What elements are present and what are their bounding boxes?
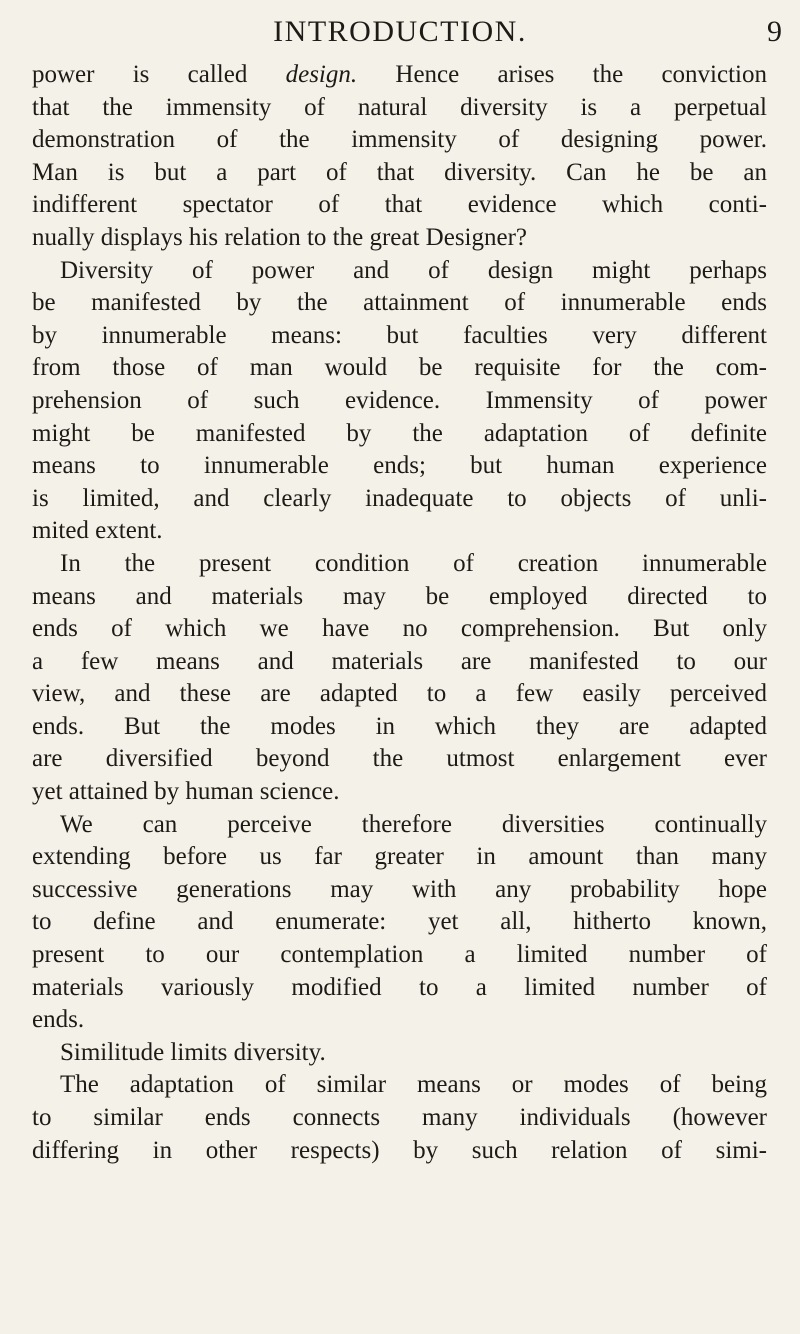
text-segment: power is called — [32, 61, 286, 88]
text-line: might be manifested by the adaptation of definite — [32, 419, 767, 447]
paragraph-first-line: In the present condition of creation innumerable — [60, 549, 767, 577]
text-line: ends. But the modes in which they are adapted — [32, 712, 767, 740]
text-line: are diversified beyond the utmost enlargement ever — [32, 745, 767, 773]
text-line: to define and enumerate: yet all, hitherto known, — [32, 908, 767, 936]
text-line: nually displays his relation to the great Designer? — [32, 223, 528, 251]
text-line: indifferent spectator of that evidence which conti- — [32, 191, 767, 219]
text-line: yet attained by human science. — [32, 778, 340, 806]
text-line: prehension of such evidence. Immensity of power — [32, 386, 767, 414]
text-line: to similar ends connects many individuals (however — [32, 1104, 767, 1131]
text-line: successive generations may with any probability hope — [32, 875, 767, 903]
page-number: 9 — [767, 15, 782, 48]
running-title: INTRODUCTION. — [273, 15, 527, 48]
text-line: mited extent. — [32, 517, 163, 545]
text-line: is limited, and clearly inadequate to objects of unli- — [32, 484, 767, 512]
text-line: present to our contemplation a limited number of — [32, 941, 767, 969]
text-line: view, and these are adapted to a few easily perceived — [32, 680, 767, 708]
italic-term: design. — [285, 61, 358, 88]
text-line: extending before us far greater in amount than many — [32, 843, 767, 871]
text-line: demonstration of the immensity of designing power. — [32, 126, 767, 154]
page-header — [0, 12, 800, 52]
text-line: be manifested by the attainment of innumerable ends — [32, 289, 767, 317]
text-line: differing in other respects) by such relation of simi- — [32, 1136, 767, 1164]
body-text — [32, 59, 767, 1167]
text-line: means and materials may be employed directed to — [32, 582, 767, 610]
text-line: by innumerable means: but faculties very different — [32, 321, 767, 349]
text-line — [32, 59, 767, 92]
text-line: ends. — [32, 1006, 85, 1034]
text-segment: Hence arises the conviction — [357, 61, 767, 88]
text-line: from those of man would be requisite for the com- — [32, 354, 767, 382]
text-line: that the immensity of natural diversity is a perpetual — [32, 93, 767, 121]
text-line: materials variously modified to a limited number of — [32, 973, 767, 1001]
paragraph-first-line: Similitude limits diversity. — [60, 1038, 326, 1066]
text-line: a few means and materials are manifested to our — [32, 647, 767, 675]
paragraph-first-line: The adaptation of similar means or modes of being — [60, 1071, 767, 1099]
paragraph-first-line: Diversity of power and of design might perhaps — [60, 256, 767, 284]
text-line: means to innumerable ends; but human experience — [32, 452, 767, 480]
text-line: ends of which we have no comprehension. But only — [32, 615, 767, 643]
text-line: Man is but a part of that diversity. Can he be an — [32, 158, 767, 186]
paragraph-first-line: We can perceive therefore diversities continually — [60, 810, 767, 838]
